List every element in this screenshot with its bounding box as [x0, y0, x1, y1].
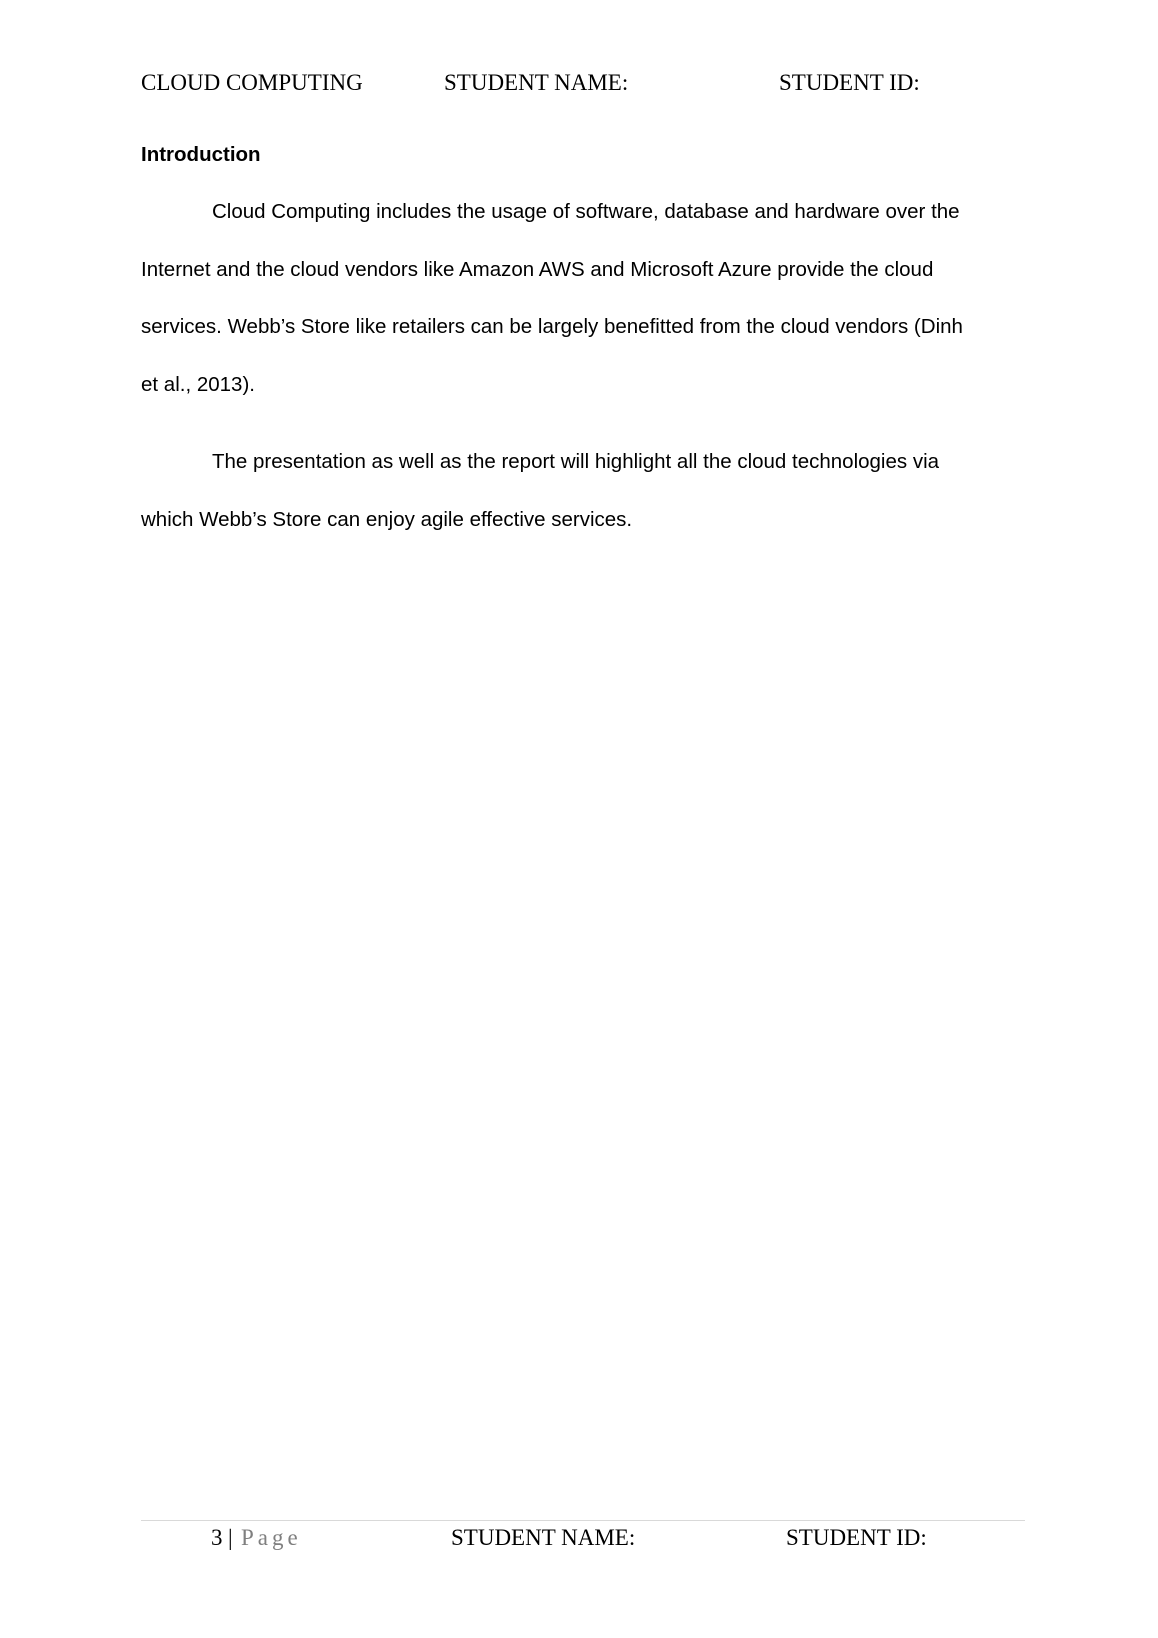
paragraph-line: Internet and the cloud vendors like Amazon AWS and Microsoft Azure provide the cloud	[141, 257, 934, 281]
section-heading: Introduction	[141, 143, 261, 166]
paragraph-line: et al., 2013).	[141, 372, 255, 396]
header-course-title: CLOUD COMPUTING	[141, 70, 363, 95]
page-header	[141, 68, 1021, 98]
header-student-name-label: STUDENT NAME:	[444, 70, 629, 95]
footer-student-name-label: STUDENT NAME:	[451, 1525, 636, 1550]
header-student-id-label: STUDENT ID:	[779, 70, 920, 95]
page-number: 3	[211, 1525, 223, 1550]
footer-divider	[141, 1520, 1025, 1521]
footer-student-id-label: STUDENT ID:	[786, 1525, 927, 1550]
page-separator: |	[228, 1525, 233, 1550]
page-label: Page	[241, 1525, 302, 1550]
paragraph	[141, 198, 1021, 428]
paragraph-line: services. Webb’s Store like retailers can be largely benefitted from the cloud vendors (Dinh	[141, 315, 963, 338]
paragraph-line: which Webb’s Store can enjoy agile effective services.	[141, 507, 633, 531]
page-footer	[211, 1523, 1011, 1553]
paragraph-line: Cloud Computing includes the usage of software, database and hardware over the	[212, 200, 960, 223]
paragraph-line: The presentation as well as the report will highlight all the cloud technologies via	[212, 450, 940, 473]
paragraph	[141, 448, 1021, 563]
